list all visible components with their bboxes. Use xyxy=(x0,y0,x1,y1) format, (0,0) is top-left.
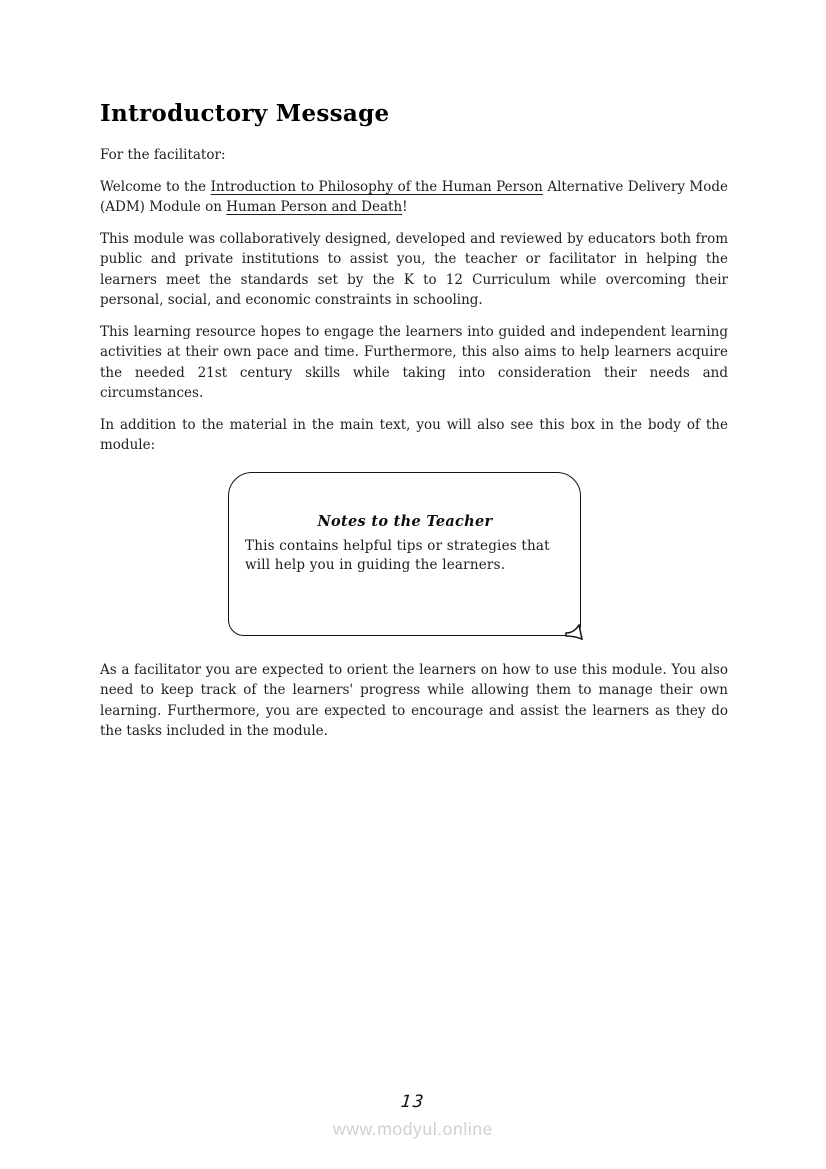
salutation-text: For the facilitator: xyxy=(100,147,226,163)
welcome-paragraph xyxy=(100,177,728,218)
paragraph-learning-resource: This learning resource hopes to engage the learners into guided and independent learning activities at their own pace and time. Furthermore, this also aims to help learners acquire the needed 21st century skills while taking into consideration their needs and circumstances. xyxy=(100,323,728,401)
paragraph-in-addition: In addition to the material in the main text, you will also see this box in the body of the module: xyxy=(100,416,728,453)
page-number: 13 xyxy=(399,1092,427,1112)
notes-to-teacher-box xyxy=(228,472,581,636)
paragraph-collaboration: This module was collaboratively designed, developed and reviewed by educators both from public and private institutions to assist you, the teacher or facilitator in helping the learners meet the standards set by the K to 12 Curriculum while overcoming their personal, social, and economic constraints in schooling. xyxy=(100,230,728,308)
welcome-text-mid: Alternative Delivery Mode (ADM) Module on xyxy=(100,178,728,215)
watermark-text: www.modyul.online xyxy=(333,1119,493,1139)
paragraph-facilitator-role: As a facilitator you are expected to orient the learners on how to use this module. You also need to keep track of the learners' progress while allowing them to manage their own learning. Furthermore, you are expected to encourage and assist the learners as they do the tasks included in the module. xyxy=(100,661,728,739)
welcome-text-post: ! xyxy=(402,199,408,215)
page-content xyxy=(100,100,728,753)
module-title-underlined: Human Person and Death xyxy=(226,199,403,215)
course-title-underlined: Introduction to Philosophy of the Human Person xyxy=(210,178,543,195)
callout-tail-icon xyxy=(565,624,585,642)
page-title: Introductory Message xyxy=(100,100,390,127)
notes-box-title: Notes to the Teacher xyxy=(317,512,493,530)
welcome-text-pre: Welcome to the xyxy=(100,178,211,195)
notes-box-body: This contains helpful tips or strategies that will help you in guiding the learners. xyxy=(245,537,550,573)
